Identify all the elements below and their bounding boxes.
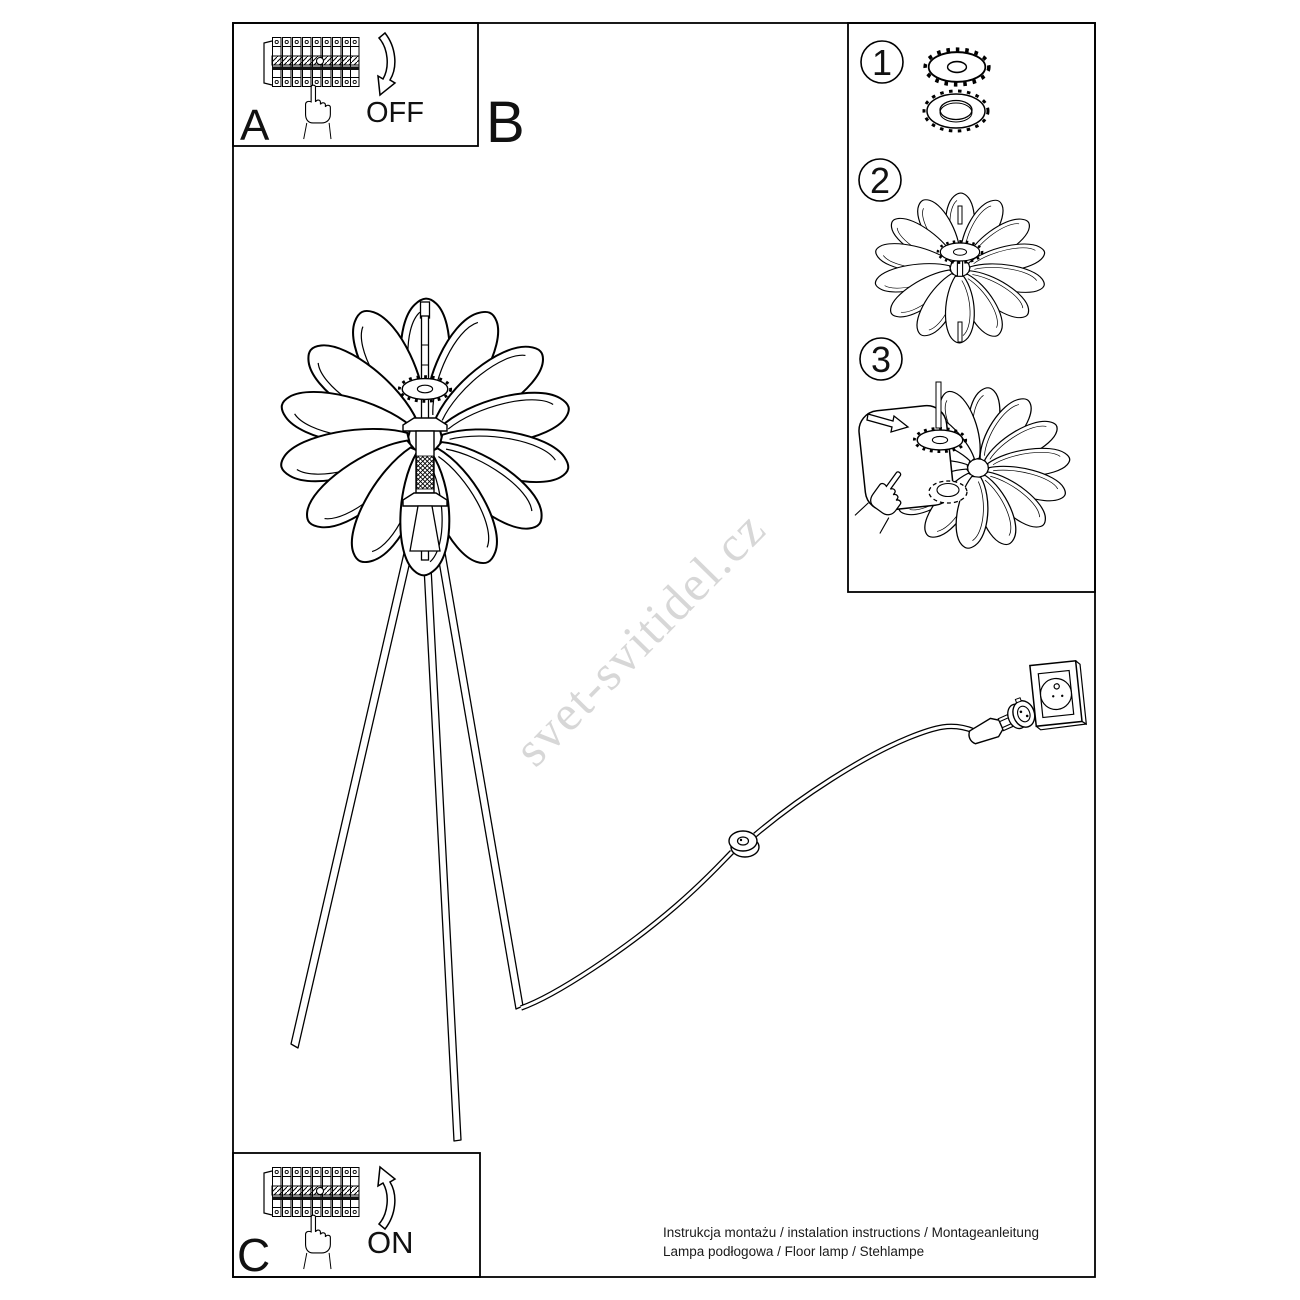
footer-line-2: Lampa podłogowa / Floor lamp / Stehlampe bbox=[663, 1244, 925, 1259]
pointing-hand-icon bbox=[304, 85, 331, 139]
on-label: ON bbox=[367, 1225, 414, 1260]
section-a-label: A bbox=[240, 101, 270, 150]
wall-outlet bbox=[1030, 660, 1087, 730]
off-label: OFF bbox=[366, 97, 424, 129]
step-1-number: 1 bbox=[871, 42, 893, 83]
step-3-number: 3 bbox=[870, 339, 892, 380]
curved-arrow-down-icon bbox=[378, 33, 395, 95]
breaker-panel-icon bbox=[264, 38, 359, 87]
section-b-label: B bbox=[486, 90, 525, 155]
tripod-leg-left bbox=[291, 540, 414, 1048]
foot-switch bbox=[729, 831, 759, 857]
power-cord bbox=[521, 726, 974, 1008]
washer-ring-icon bbox=[924, 91, 988, 131]
watermark-text: svet-svitidel.cz bbox=[503, 499, 777, 777]
breaker-panel-icon bbox=[264, 1168, 359, 1217]
tripod-legs bbox=[291, 540, 523, 1141]
curved-arrow-up-icon bbox=[378, 1167, 395, 1229]
power-plug bbox=[966, 712, 1014, 748]
footer-line-1: Instrukcja montażu / instalation instructions / Montageanleitung bbox=[663, 1225, 1039, 1240]
washer-disc-icon bbox=[925, 49, 989, 84]
section-c-label: C bbox=[237, 1229, 271, 1281]
step-2-number: 2 bbox=[869, 160, 891, 201]
pointing-hand-icon bbox=[304, 1215, 331, 1269]
